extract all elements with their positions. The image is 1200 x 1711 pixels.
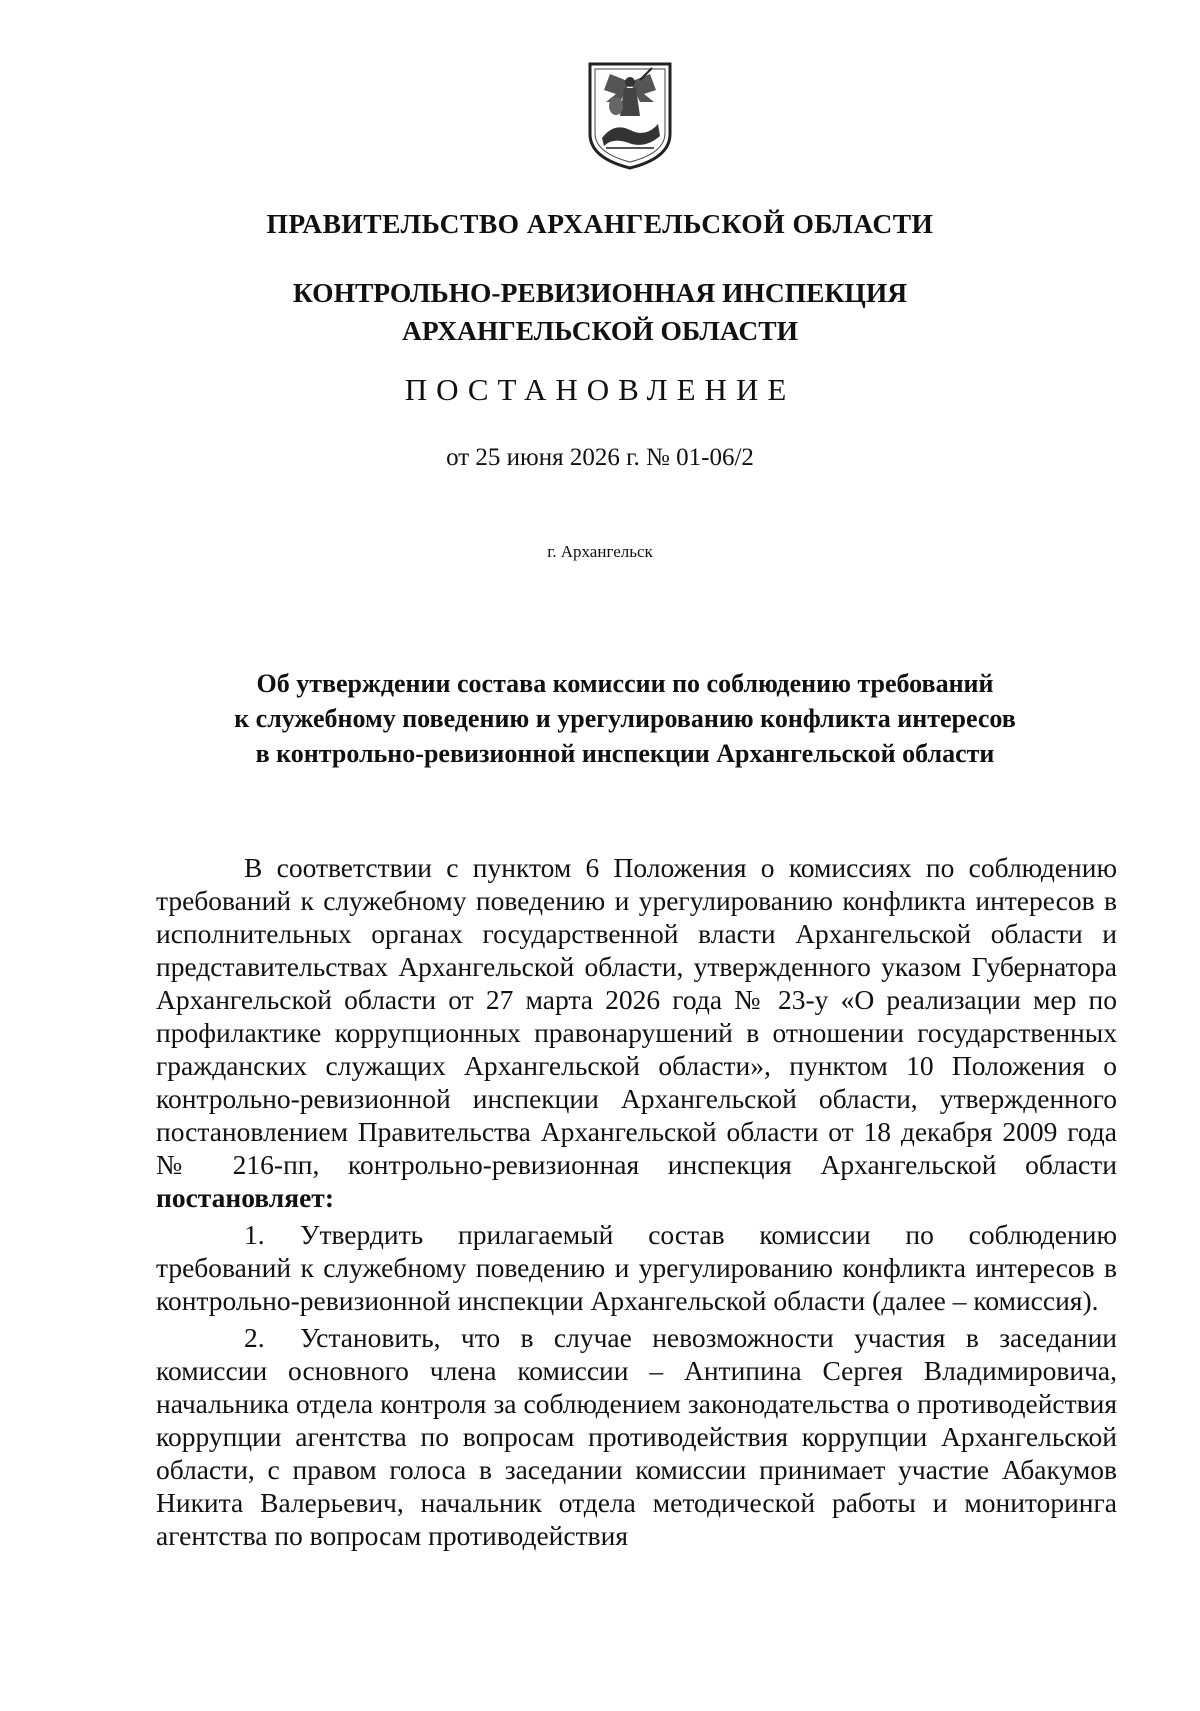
item-2-number: 2. (244, 1322, 265, 1353)
subject-line2: к служебному поведению и урегулированию конфликта интересов (234, 704, 1016, 733)
item-2-text: Установить, что в случае невозможности участия в заседании комиссии основного члена комиссии – Антипина Сергея Владимировича, начальника отдела контроля за соблюдением законодательства о противодействия коррупции агентства по вопросам противодействия коррупции Архангельской области, с правом голоса в заседании комиссии принимает участие Абакумов Никита Валерьевич, начальник отдела методической работы и мониторинга агентства по вопросам противодействия (156, 1322, 1117, 1551)
document-subject (200, 666, 1050, 771)
document-date-number: от 25 июня 2026 г. № 01-06/2 (446, 444, 754, 471)
coat-of-arms-emblem (586, 60, 674, 172)
document-body (156, 851, 1117, 1552)
organization-title (0, 274, 1200, 350)
item-1-paragraph (156, 1218, 1117, 1317)
document-city: г. Архангельск (547, 542, 653, 561)
preamble-text: В соответствии с пунктом 6 Положения о комиссиях по соблюдению требований к служебному поведению и урегулированию конфликта интересов в исполнительных органах государственной власти Архангельской области и представительствах Архангельской области, утвержденного указом Губернатора Архангельской области от 27 марта 2026 года № 23-у «О реализации мер по профилактике коррупционных правонарушений в отношении государственных гражданских служащих Архангельской области», пунктом 10 Положения о контрольно-ревизионной инспекции Архангельской области, утвержденного постановлением Правительства Архангельской области от 18 декабря 2009 года № 216-пп, контрольно-ревизионная инспекция Архангельской области (156, 852, 1117, 1180)
organization-title-line1: КОНТРОЛЬНО-РЕВИЗИОННАЯ ИНСПЕКЦИЯ (292, 277, 908, 308)
preamble-paragraph (156, 851, 1117, 1214)
item-1-text: Утвердить прилагаемый состав комиссии по соблюдению требований к служебному поведению и урегулированию конфликта интересов в контрольно-ревизионной инспекции Архангельской области (далее – комиссия). (156, 1219, 1117, 1316)
item-1-number: 1. (244, 1219, 265, 1250)
government-title: ПРАВИТЕЛЬСТВО АРХАНГЕЛЬСКОЙ ОБЛАСТИ (266, 208, 934, 239)
document-type: ПОСТАНОВЛЕНИЕ (404, 372, 796, 407)
preamble-verb: постановляет: (156, 1182, 334, 1213)
item-2-paragraph (156, 1321, 1117, 1552)
subject-line1: Об утверждении состава комиссии по соблюдению требований (256, 669, 994, 698)
subject-line3: в контрольно-ревизионной инспекции Архангельской области (255, 739, 995, 768)
organization-title-line2: АРХАНГЕЛЬСКОЙ ОБЛАСТИ (402, 315, 798, 346)
